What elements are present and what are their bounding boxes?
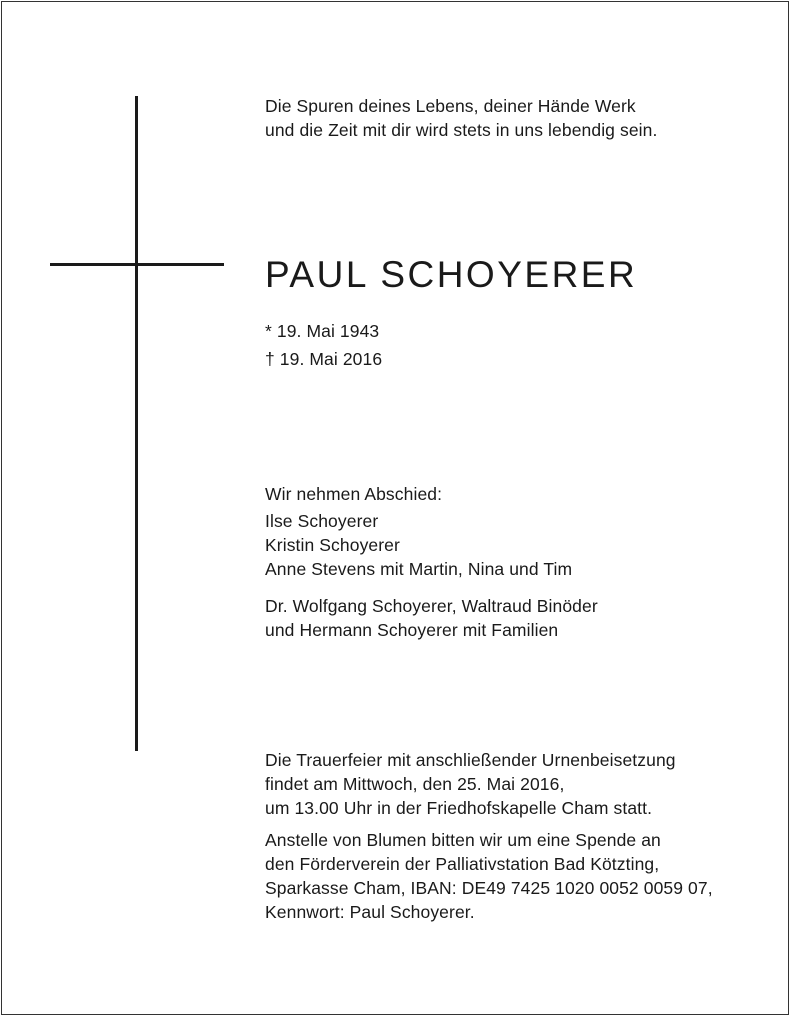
mourner-name: Ilse Schoyerer [265, 511, 379, 531]
relatives-line: Dr. Wolfgang Schoyerer, Waltraud Binöder [265, 596, 598, 616]
farewell-section [265, 482, 572, 581]
ceremony-info [265, 748, 676, 820]
donation-line: den Förderverein der Palliativstation Bad Kötzting, [265, 854, 660, 874]
ceremony-line: um 13.00 Uhr in der Friedhofskapelle Cham statt. [265, 798, 653, 818]
relatives-list [265, 594, 598, 642]
donation-line: Kennwort: Paul Schoyerer. [265, 902, 475, 922]
donation-line: Sparkasse Cham, IBAN: DE49 7425 1020 0052 0059 07, [265, 878, 713, 898]
mourner-name: Kristin Schoyerer [265, 535, 400, 555]
ceremony-line: findet am Mittwoch, den 25. Mai 2016, [265, 774, 565, 794]
motto-line: und die Zeit mit dir wird stets in uns lebendig sein. [265, 120, 658, 140]
death-date: † 19. Mai 2016 [265, 349, 383, 369]
motto-verse [265, 94, 657, 142]
relatives-line: und Hermann Schoyerer mit Familien [265, 620, 559, 640]
life-dates [265, 317, 382, 373]
birth-date: * 19. Mai 1943 [265, 321, 380, 341]
donation-info [265, 828, 713, 924]
cross-icon [135, 96, 138, 751]
cross-bar [50, 263, 224, 266]
ceremony-line: Die Trauerfeier mit anschließender Urnenbeisetzung [265, 750, 676, 770]
motto-line: Die Spuren deines Lebens, deiner Hände Werk [265, 96, 636, 116]
deceased-name: PAUL SCHOYERER [265, 254, 638, 295]
obituary-notice [1, 1, 789, 1015]
mourner-name: Anne Stevens mit Martin, Nina und Tim [265, 559, 573, 579]
farewell-intro: Wir nehmen Abschied: [265, 484, 443, 504]
donation-line: Anstelle von Blumen bitten wir um eine Spende an [265, 830, 661, 850]
